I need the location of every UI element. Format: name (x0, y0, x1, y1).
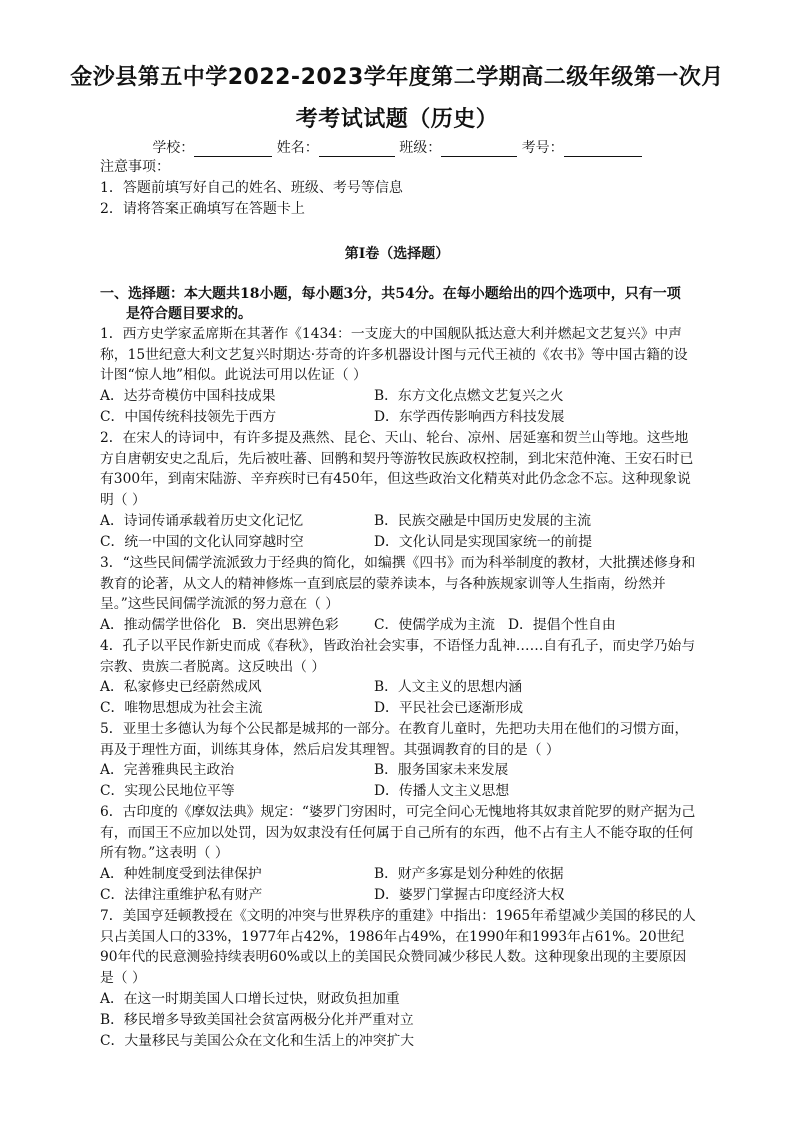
question-1-options-row1 (100, 386, 700, 406)
question-2-option-d[interactable]: D．文化认同是实现国家统一的前提 (374, 534, 593, 550)
question-7-option-a-row (100, 989, 700, 1009)
student-info-fields (0, 137, 794, 157)
question-4-stem: 4．孔子以平民作新史而成《春秋》，皆政治社会实事，不语怪力乱神……自有孔子，而史学乃始与宗教、贵族二者脱离。这反映出（ ） (100, 638, 696, 675)
question-5-stem: 5．亚里士多德认为每个公民都是城邦的一部分。在教育儿童时，先把功夫用在他们的习惯方面，再及于理性方面，训练其身体，然后启发其理智。其强调教育的目的是（ ） (100, 721, 689, 758)
question-2-options-row1 (100, 511, 700, 531)
question-6-option-b[interactable]: B．财产多寡是划分种姓的依据 (374, 866, 564, 882)
question-5-option-a[interactable]: A．完善雅典民主政治 (100, 762, 235, 778)
question-6-stem: 6．古印度的《摩奴法典》规定：“婆罗门穷困时，可完全问心无愧地将其奴隶首陀罗的财产据为己有，而国王不应加以处罚，因为奴隶没有任何属于自己所有的东西，他不占有主人不能夺取的任何所有物。”这表明（ ） (100, 804, 696, 862)
question-7-option-c[interactable]: C．大量移民与美国公众在文化和生活上的冲突扩大 (100, 1033, 415, 1049)
question-1-options-row2 (100, 407, 700, 427)
question-5-options-row2 (100, 781, 700, 801)
question-1-stem: 1．西方史学家孟席斯在其著作《1434：一支庞大的中国舰队抵达意大利并燃起文艺复兴》中声称，15世纪意大利文艺复兴时期达·芬奇的许多机器设计图与元代王祯的《农书》等中国古籍的设计图“惊人地”相似。此说法可用以佐证（ ） (100, 326, 688, 384)
question-2-stem: 2．在宋人的诗词中，有许多提及燕然、昆仑、天山、轮台、凉州、居延塞和贺兰山等地。这些地方自唐朝安史之乱后，先后被吐蕃、回鹘和契丹等游牧民族政权控制，到北宋范仲淹、王安石时已有300年，到南宋陆游、辛弃疾时已有450年，但这些政治文化精英对此仍念念不忘。这种现象说明（ ） (100, 430, 694, 508)
question-5-options-row1 (100, 760, 700, 780)
notes-heading: 注意事项： (100, 159, 170, 175)
question-2-option-b[interactable]: B．民族交融是中国历史发展的主流 (374, 513, 592, 529)
question-6-option-d[interactable]: D．婆罗门掌握古印度经济大权 (374, 887, 565, 903)
question-1-option-c[interactable]: C．中国传统科技领先于西方 (100, 409, 277, 425)
question-3-option-b[interactable]: B．突出思辨色彩 (232, 617, 339, 633)
name-label: 姓名： (276, 140, 319, 156)
question-7-option-b-row (100, 1010, 700, 1030)
question-5-option-c[interactable]: C．实现公民地位平等 (100, 783, 235, 799)
school-blank[interactable] (194, 142, 272, 157)
question-7-option-c-row (100, 1031, 700, 1051)
exam-title-line1: 金沙县第五中学2022-2023学年度第二学期高二级年级第一次月 (70, 65, 724, 90)
instruction-line1: 一、选择题：本大题共18小题，每小题3分，共54分。在每小题给出的四个选项中，只有一项 (100, 286, 681, 302)
exam-no-label: 考号： (521, 140, 564, 156)
class-label: 班级： (399, 140, 442, 156)
class-blank[interactable] (441, 142, 517, 157)
school-label: 学校： (152, 140, 195, 156)
note-item: 2．请将答案正确填写在答题卡上 (100, 201, 305, 217)
question-2-options-row2 (100, 532, 700, 552)
question-7-option-a[interactable]: A．在这一时期美国人口增长过快，财政负担加重 (100, 991, 400, 1007)
question-3-option-c[interactable]: C．使儒学成为主流 (374, 617, 495, 633)
question-6-option-a[interactable]: A．种姓制度受到法律保护 (100, 866, 262, 882)
question-3-stem: 3．“这些民间儒学流派致力于经典的简化，如编撰《四书》而为科举制度的教材，大批撰述修身和教育的论著，从文人的精神修炼一直到底层的蒙养读本，与各种族规家训等人生指南，纷然并呈。”这些民间儒学流派的努力意在（ ） (100, 555, 696, 613)
question-4-option-c[interactable]: C．唯物思想成为社会主流 (100, 700, 263, 716)
question-5-option-b[interactable]: B．服务国家未来发展 (374, 762, 509, 778)
note-item: 1．答题前填写好自己的姓名、班级、考号等信息 (100, 180, 403, 196)
question-4-option-b[interactable]: B．人文主义的思想内涵 (374, 679, 523, 695)
question-6-options-row2 (100, 885, 700, 905)
question-4-option-a[interactable]: A．私家修史已经蔚然成风 (100, 679, 262, 695)
question-2-option-a[interactable]: A．诗词传诵承载着历史文化记忆 (100, 513, 304, 529)
question-1-option-d[interactable]: D．东学西传影响西方科技发展 (374, 409, 565, 425)
question-7-option-b[interactable]: B．移民增多导致美国社会贫富两极分化并严重对立 (100, 1012, 414, 1028)
exam-no-blank[interactable] (564, 142, 642, 157)
instruction-line2: 是符合题目要求的。 (126, 306, 252, 322)
question-3-option-a[interactable]: A．推动儒学世俗化 (100, 617, 221, 633)
question-4-options-row1 (100, 677, 700, 697)
question-4-options-row2 (100, 698, 700, 718)
exam-title-line2: 考考试试题（历史） (295, 107, 499, 132)
question-7-stem: 7．美国亨廷顿教授在《文明的冲突与世界秩序的重建》中指出：1965年希望减少美国的移民的人只占美国人口的33%，1977年占42%，1986年占49%，在1990年和1993年占61%。20世纪90年代的民意测验持续表明60%或以上的美国民众赞同减少移民人数。这种现象出现的主要原因是（ ） (100, 908, 696, 986)
section-title: 第Ⅰ卷（选择题） (344, 246, 450, 262)
question-5-option-d[interactable]: D．传播人文主义思想 (374, 783, 510, 799)
question-2-option-c[interactable]: C．统一中国的文化认同穿越时空 (100, 534, 304, 550)
question-3-options-row (100, 615, 700, 635)
question-6-options-row1 (100, 864, 700, 884)
question-6-option-c[interactable]: C．法律注重维护私有财产 (100, 887, 263, 903)
question-1-option-b[interactable]: B．东方文化点燃文艺复兴之火 (374, 388, 564, 404)
question-4-option-d[interactable]: D．平民社会已逐渐形成 (374, 700, 524, 716)
question-3-option-d[interactable]: D．提倡个性自由 (508, 617, 616, 633)
name-blank[interactable] (319, 142, 395, 157)
question-1-option-a[interactable]: A．达芬奇模仿中国科技成果 (100, 388, 276, 404)
